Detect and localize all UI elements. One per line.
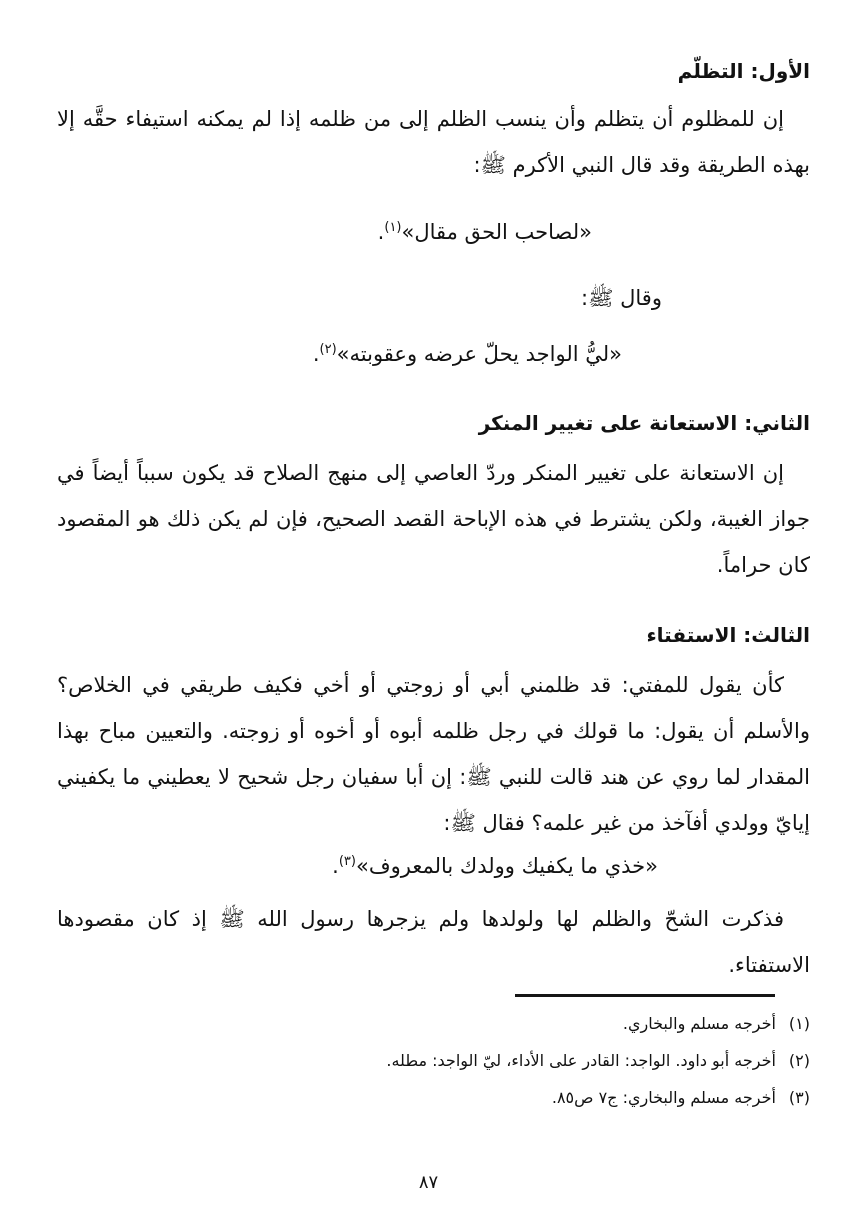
footnote-ref-2: (٢) <box>319 342 337 357</box>
speech-intro: وقال ﷺ: <box>581 286 662 310</box>
page-number: ٨٧ <box>418 1172 439 1193</box>
footnote-ref-1: (١) <box>384 220 402 235</box>
paragraph-fatwa-request: كأن يقول للمفتي: قد ظلمني أبي أو زوجتي أو أخي فكيف طريقي في الخلاص؟ والأسلم أن يقول: ما قولك في رجل ظلمه أبوه أو أخوه أو زوجته. والتعيين مباح بهذا المقدار لما روي عن هند قالت للنبي ﷺ: إن أبا سفيان رجل شحيح لا يعطيني ما يكفيني إيايّ وولدي أفآخذ من غير علمه؟ فقال ﷺ: <box>57 673 810 835</box>
paragraph-conclusion: فذكرت الشحّ والظلم لها ولولدها ولم يزجرها رسول الله ﷺ إذ كان مقصودها الاستفتاء. <box>57 907 810 977</box>
quote-3-period: . <box>332 854 339 878</box>
footnote-3-marker: (٣) <box>788 1088 810 1107</box>
hadith-quote-1 <box>57 212 810 252</box>
footnotes-block <box>57 994 810 1116</box>
hadith-quote-3 <box>57 846 810 886</box>
quote-1-period: . <box>377 220 385 244</box>
footnote-item-3 <box>57 1079 810 1116</box>
footnote-separator-rule <box>515 994 775 997</box>
footnote-1-marker: (١) <box>788 1014 810 1033</box>
hadith-quote-2 <box>57 334 810 374</box>
section-heading-first: الأول: التظلّم <box>677 59 810 83</box>
paragraph-grievance: إن للمظلوم أن يتظلم وأن ينسب الظلم إلى من ظلمه إذا لم يمكنه استيفاء حقَّه إلا بهذه الطريقة وقد قال النبي الأكرم ﷺ: <box>57 107 810 177</box>
footnote-item-2 <box>57 1042 810 1079</box>
section-heading-third: الثالث: الاستفتاء <box>646 623 810 647</box>
hadith-quote-3-text: «خذي ما يكفيك وولدك بالمعروف» <box>355 854 658 878</box>
footnote-2-marker: (٢) <box>788 1051 810 1070</box>
footnote-1-text: أخرجه مسلم والبخاري. <box>622 1014 776 1033</box>
footnote-3-text: أخرجه مسلم والبخاري: ج٧ ص٨٥. <box>551 1088 776 1107</box>
footnote-item-1 <box>57 1005 810 1042</box>
paragraph-changing-evil: إن الاستعانة على تغيير المنكر وردّ العاصي إلى منهج الصلاح قد يكون سبباً أيضاً في جواز الغيبة، ولكن يشترط في هذه الإباحة القصد الصحيح، فإن لم يكن ذلك هو المقصود كان حراماً. <box>57 461 810 577</box>
quote-2-period: . <box>312 342 320 366</box>
footnote-ref-3: (٣) <box>338 854 356 869</box>
footnote-2-text: أخرجه أبو داود. الواجد: القادر على الأداء، ليّ الواجد: مطله. <box>386 1051 776 1070</box>
hadith-quote-2-text: «ليُّ الواجد يحلّ عرضه وعقوبته» <box>336 342 622 366</box>
section-heading-second: الثاني: الاستعانة على تغيير المنكر <box>478 411 810 435</box>
hadith-quote-1-text: «لصاحب الحق مقال» <box>401 220 592 244</box>
